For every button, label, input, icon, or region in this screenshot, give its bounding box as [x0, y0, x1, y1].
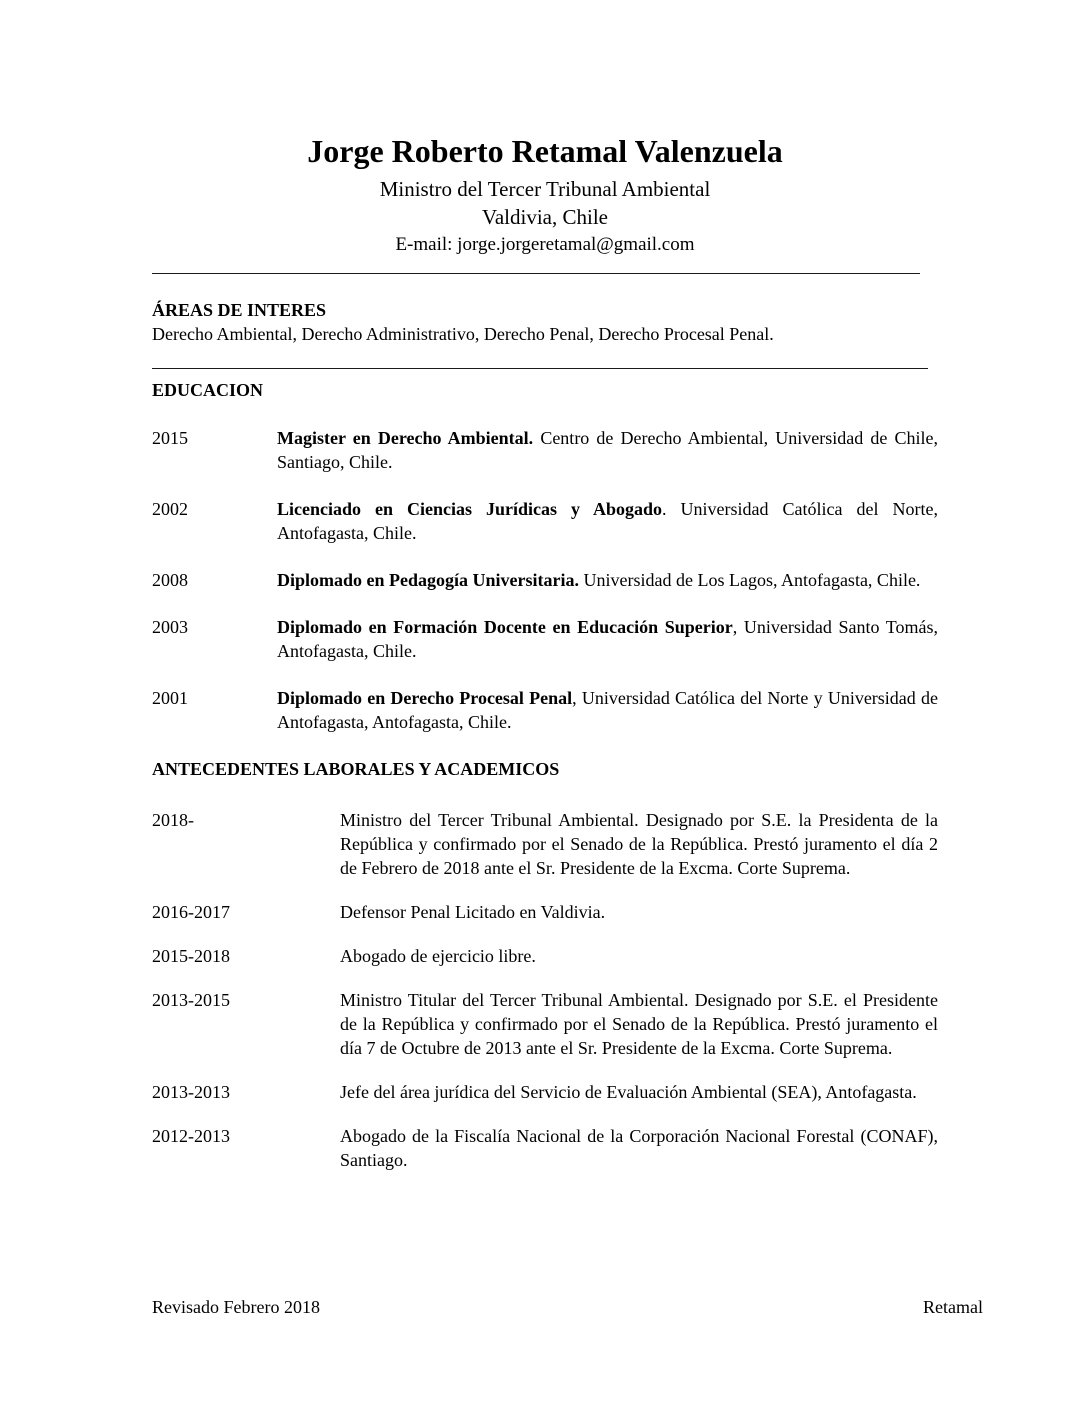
header-divider — [152, 273, 920, 274]
experience-entry — [152, 1124, 938, 1172]
education-entry — [152, 426, 938, 474]
degree-title: Magister en Derecho Ambiental. — [277, 428, 534, 448]
section-areas-de-interes — [152, 298, 938, 346]
entry-year: 2001 — [152, 688, 188, 708]
entry-description — [277, 426, 938, 474]
degree-title: Diplomado en Pedagogía Universitaria. — [277, 570, 579, 590]
footer-author-name: Retamal — [923, 1297, 983, 1317]
entry-description: Abogado de ejercicio libre. — [340, 946, 536, 966]
entry-period: 2018- — [152, 810, 194, 830]
education-entry — [152, 497, 938, 545]
education-entries — [152, 426, 938, 734]
entry-description: Ministro Titular del Tercer Tribunal Ambiental. Designado por S.E. el Presidente de la República y confirmado por el Senado de la República. Prestó juramento el día 7 de Octubre de 2013 ante el Sr. Presidente de la Excma. Corte Suprema. — [340, 990, 938, 1058]
entry-period: 2016-2017 — [152, 902, 230, 922]
education-divider — [152, 368, 928, 369]
entry-description — [277, 686, 938, 734]
section-education — [152, 378, 938, 734]
experience-heading: ANTECEDENTES LABORALES Y ACADEMICOS — [152, 759, 560, 779]
entry-description: Abogado de la Fiscalía Nacional de la Corporación Nacional Forestal (CONAF), Santiago. — [340, 1126, 938, 1170]
entry-period: 2015-2018 — [152, 946, 230, 966]
person-email: E-mail: jorge.jorgeretamal@gmail.com — [395, 234, 695, 255]
entry-description — [277, 568, 938, 592]
person-title: Ministro del Tercer Tribunal Ambiental — [379, 177, 711, 201]
degree-title: Diplomado en Derecho Procesal Penal — [277, 688, 573, 708]
entry-description — [277, 615, 938, 663]
education-entry — [152, 615, 938, 663]
education-heading: EDUCACION — [152, 380, 264, 400]
person-name: Jorge Roberto Retamal Valenzuela — [307, 133, 783, 169]
entry-year: 2015 — [152, 428, 188, 448]
experience-entry — [152, 1080, 938, 1104]
experience-entry — [152, 808, 938, 880]
degree-institution: , Universidad Católica del Norte y Universidad de Antofagasta, Antofagasta, Chile. — [277, 688, 938, 732]
entry-description: Ministro del Tercer Tribunal Ambiental. Designado por S.E. la Presidenta de la República y confirmado por el Senado de la República. Prestó juramento el día 2 de Febrero de 2018 ante el Sr. Presidente de la Excma. Corte Suprema. — [340, 810, 938, 878]
degree-title: Diplomado en Formación Docente en Educación Superior — [277, 617, 733, 637]
experience-entries — [152, 808, 938, 1172]
person-location: Valdivia, Chile — [482, 205, 608, 229]
entry-period: 2012-2013 — [152, 1126, 230, 1146]
page-footer — [152, 1295, 983, 1319]
degree-institution: . Universidad Católica del Norte, Antofagasta, Chile. — [277, 499, 938, 543]
areas-heading: ÁREAS DE INTERES — [152, 300, 327, 320]
education-entry — [152, 568, 938, 592]
entry-year: 2002 — [152, 499, 188, 519]
entry-description — [277, 497, 938, 545]
cv-header — [152, 133, 938, 259]
section-experience — [152, 757, 938, 1172]
entry-period: 2013-2013 — [152, 1082, 230, 1102]
experience-entry — [152, 988, 938, 1060]
education-entry — [152, 686, 938, 734]
degree-institution: Universidad de Los Lagos, Antofagasta, Chile. — [579, 570, 921, 590]
entry-description: Jefe del área jurídica del Servicio de Evaluación Ambiental (SEA), Antofagasta. — [340, 1082, 917, 1102]
degree-title: Licenciado en Ciencias Jurídicas y Abogado — [277, 499, 663, 519]
entry-year: 2003 — [152, 617, 188, 637]
experience-entry — [152, 944, 938, 968]
entry-year: 2008 — [152, 570, 188, 590]
entry-description: Defensor Penal Licitado en Valdivia. — [340, 902, 606, 922]
degree-institution: , Universidad Santo Tomás, Antofagasta, Chile. — [277, 617, 938, 661]
experience-entry — [152, 900, 938, 924]
footer-revision-date: Revisado Febrero 2018 — [152, 1297, 320, 1317]
areas-text: Derecho Ambiental, Derecho Administrativo, Derecho Penal, Derecho Procesal Penal. — [152, 324, 774, 344]
entry-period: 2013-2015 — [152, 990, 230, 1010]
degree-institution: Centro de Derecho Ambiental, Universidad de Chile, Santiago, Chile. — [277, 428, 938, 472]
